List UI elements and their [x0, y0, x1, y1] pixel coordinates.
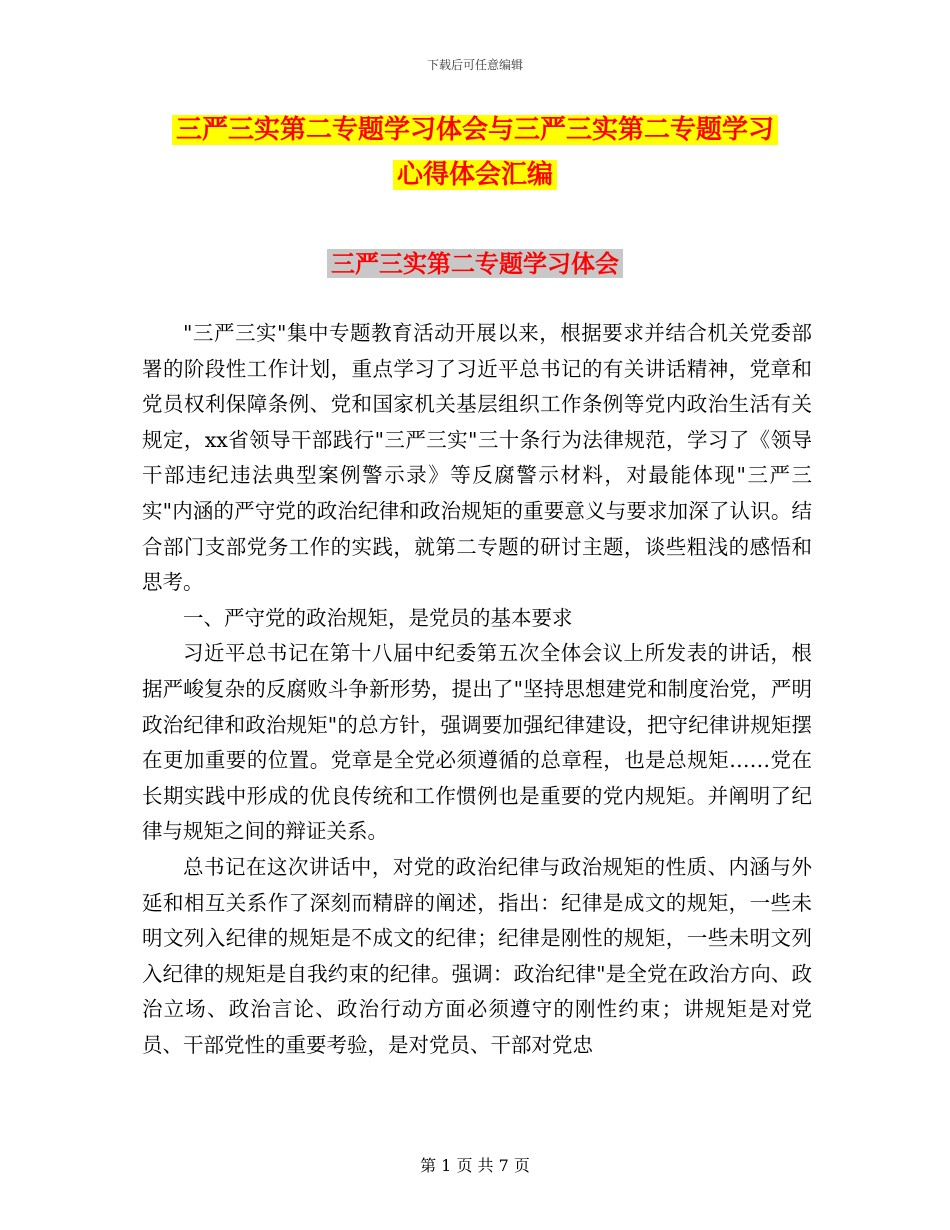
paragraph: 习近平总书记在第十八届中纪委第五次全体会议上所发表的讲话，根据严峻复杂的反腐败斗争新形势，提出了"坚持思想建党和制度治党，严明政治纪律和政治规矩"的总方针，强调要加强纪律建设，把守纪律讲规矩摆在更加重要的位置。党章是全党必须遵循的总章程，也是总规矩……党在长期实践中形成的优良传统和工作惯例也是重要的党内规矩。并阐明了纪律与规矩之间的辩证关系。 — [142, 641, 812, 844]
paragraph-heading: 一、严守党的政治规矩，是党员的基本要求 — [183, 605, 573, 630]
document-title-line-1 — [0, 110, 950, 150]
header-note: 下载后可任意编辑 — [426, 58, 523, 72]
document-body — [142, 316, 812, 1063]
page-number-footer: 第 1 页 共 7 页 — [420, 1156, 530, 1175]
title-highlight: 心得体会汇编 — [393, 160, 557, 190]
paragraph: "三严三实"集中专题教育活动开展以来，根据要求并结合机关党委部署的阶段性工作计划，重点学习了习近平总书记的有关讲话精神，党章和党员权利保障条例、党和国家机关基层组织工作条例等党内政治生活有关规定，xx省领导干部践行"三严三实"三十条行为法律规范，学习了《领导干部违纪违法典型案例警示录》等反腐警示材料，对最能体现"三严三实"内涵的严守党的政治纪律和政治规矩的重要意义与要求加深了认识。结合部门支部党务工作的实践，就第二专题的研讨主题，谈些粗浅的感悟和思考。 — [142, 321, 812, 595]
document-title-line-2 — [0, 155, 950, 195]
section-title — [0, 244, 950, 284]
title-highlight: 三严三实第二专题学习体会与三严三实第二专题学习 — [172, 115, 778, 145]
paragraph: 总书记在这次讲话中，对党的政治纪律与政治规矩的性质、内涵与外延和相互关系作了深刻而精辟的阐述，指出：纪律是成文的规矩，一些未明文列入纪律的规矩是不成文的纪律；纪律是刚性的规矩，一些未明文列入纪律的规矩是自我约束的纪律。强调：政治纪律"是全党在政治方向、政治立场、政治言论、政治行动方面必须遵守的刚性约束；讲规矩是对党员、干部党性的重要考验，是对党员、干部对党忠 — [142, 854, 812, 1057]
section-title-highlight: 三严三实第二专题学习体会 — [327, 249, 623, 278]
